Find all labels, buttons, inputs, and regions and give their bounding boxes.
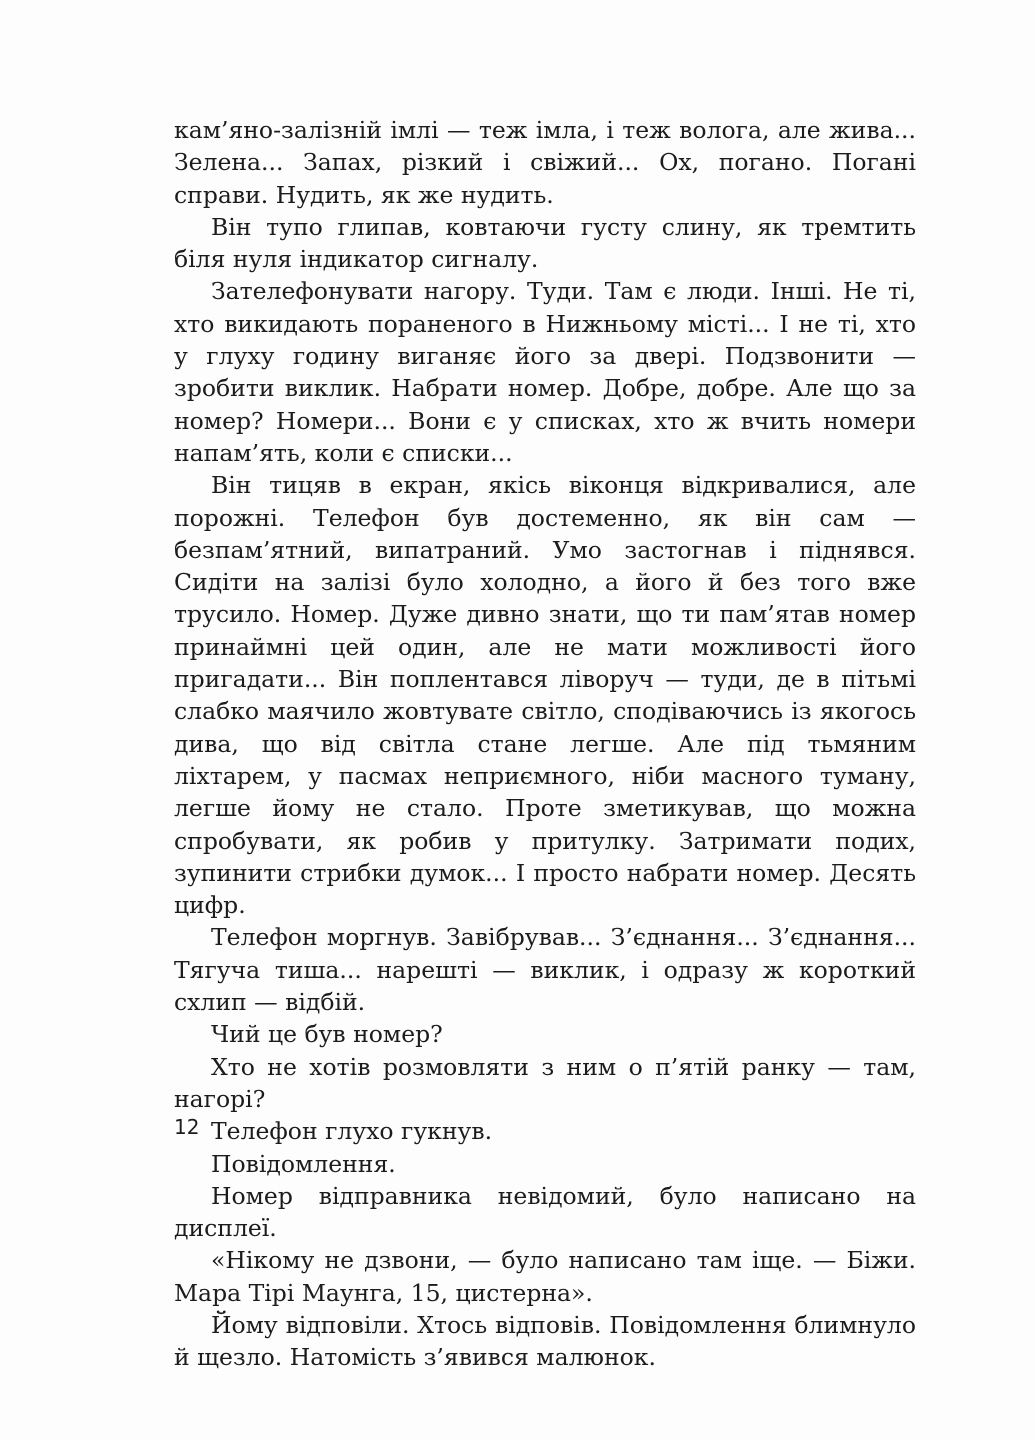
paragraph-6: Чий це був номер? <box>211 1020 443 1049</box>
paragraph-12: Йому відповіли. Хтось відповів. Повідомлення блимнуло й щезло. Натомість з’явився малюнок. <box>174 1310 916 1372</box>
paragraph-8: Телефон глухо гукнув. <box>211 1117 493 1146</box>
body-text <box>174 114 916 1374</box>
paragraph-7: Хто не хотів розмовляти з ним о п’ятій ранку — там, нагорі? <box>174 1052 916 1113</box>
paragraph-3: Зателефонувати нагору. Туди. Там є люди. Інші. Не ті, хто викидають пораненого в Нижньому місті... І не ті, хто у глуху годину виганяє його за двері. Подзвонити — зробити виклик. Набрати номер. Добре, добре. Але що за номер? Номери... Вони є у списках, хто ж вчить номери напам’ять, коли є списки... <box>174 277 916 467</box>
paragraph-11: «Нікому не дзвони, — було написано там іще. — Біжи. Мара Тірі Маунга, 15, цистерна». <box>174 1246 916 1307</box>
paragraph-9: Повідомлення. <box>211 1149 396 1178</box>
paragraph-2: Він тупо глипав, ковтаючи густу слину, як тремтить біля нуля індикатор сигналу. <box>174 212 916 274</box>
paragraph-10: Номер відправника невідомий, було написано на дисплеї. <box>174 1181 916 1243</box>
page-number: 12 <box>174 1115 200 1139</box>
paragraph-5: Телефон моргнув. Завібрував... З’єднання... З’єднання... Тягуча тиша... нарешті — виклик, і одразу ж короткий схлип — відбій. <box>174 923 916 1017</box>
paragraph-4: Він тицяв в екран, якісь віконця відкривалися, але порожні. Телефон був достеменно, як він сам — безпам’ятний, випатраний. Умо застогнав і піднявся. Сидіти на залізі було холодно, а його й без того вже трусило. Номер. Дуже дивно знати, що ти пам’ятав номер принаймні цей один, але не мати можливості його пригадати... Він поплентався ліворуч — туди, де в пітьмі слабко маячило жовтувате світло, сподіваючись із якогось дива, що від світла стане легше. Але під тьмяним ліхтарем, у пасмах неприємного, ніби масного туману, легше йому не стало. Проте зметикував, що можна спробувати, як робив у притулку. Затримати подих, зупинити стрибки думок... І просто набрати номер. Десять цифр. <box>174 471 916 920</box>
paragraph-1: кам’яно-залізній імлі — теж імла, і теж волога, але жива... Зелена... Запах, різкий і свіжий... Ох, погано. Погані справи. Нудить, як же нудить. <box>174 116 916 209</box>
